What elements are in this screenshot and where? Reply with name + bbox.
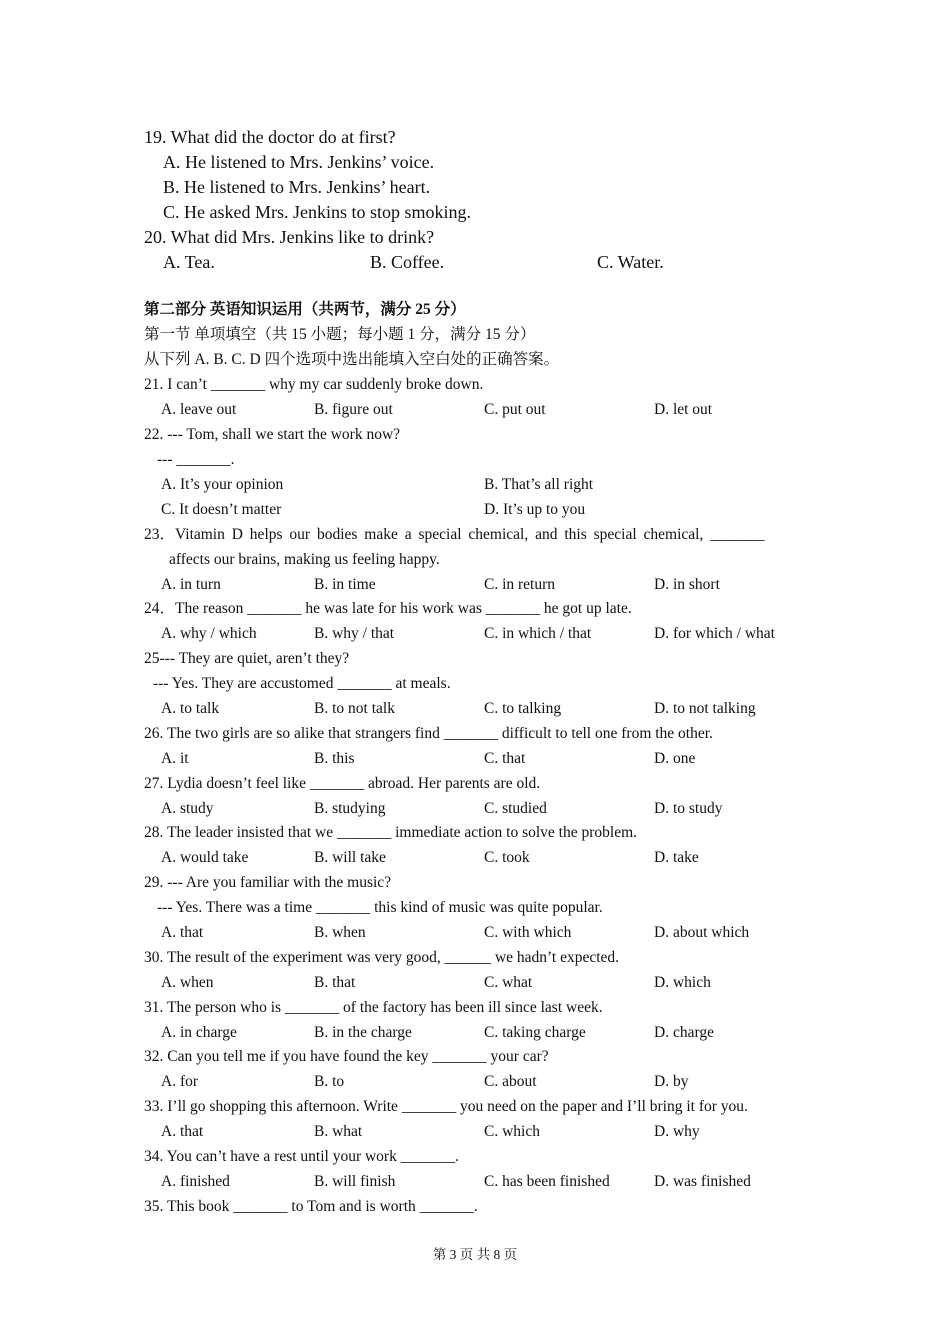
- question-stem: 22. --- Tom, shall we start the work now?: [144, 426, 401, 443]
- answer-option: A. in turn: [161, 576, 221, 593]
- answer-option: B. that: [314, 974, 356, 991]
- answer-option: D. It’s up to you: [484, 501, 586, 518]
- answer-option: D. about which: [654, 924, 750, 941]
- answer-option: C. put out: [484, 401, 546, 418]
- answer-option: C. with which: [484, 924, 572, 941]
- answer-option: A. to talk: [161, 700, 220, 717]
- answer-option: C. He asked Mrs. Jenkins to stop smoking.: [163, 202, 471, 222]
- answer-option: D. by: [654, 1073, 689, 1090]
- answer-option: C. that: [484, 750, 526, 767]
- answer-option: D. which: [654, 974, 711, 991]
- answer-option: B. figure out: [314, 401, 393, 418]
- answer-option: A. finished: [161, 1173, 230, 1190]
- answer-option: D. let out: [654, 401, 713, 418]
- question-stem: 35. This book _______ to Tom and is worth _______.: [144, 1198, 478, 1215]
- answer-option: B. studying: [314, 800, 386, 817]
- answer-option: B. why / that: [314, 625, 395, 642]
- answer-option: D. for which / what: [654, 625, 775, 642]
- answer-option: B. to not talk: [314, 700, 395, 717]
- answer-option: A. Tea.: [163, 252, 215, 272]
- answer-option: B. when: [314, 924, 366, 941]
- question-stem: 30. The result of the experiment was very good, ______ we hadn’t expected.: [144, 949, 620, 966]
- question-stem: 28. The leader insisted that we _______ immediate action to solve the problem.: [144, 824, 638, 841]
- question-stem: 20. What did Mrs. Jenkins like to drink?: [144, 227, 435, 247]
- answer-option: A. in charge: [161, 1024, 237, 1041]
- answer-option: C. in return: [484, 576, 556, 593]
- answer-option: C. in which / that: [484, 625, 592, 642]
- answer-option: A. leave out: [161, 401, 237, 418]
- question-stem: 23．Vitamin D helps our bodies make a special chemical, and this special chemical, _______: [144, 526, 765, 543]
- answer-option: D. to study: [654, 800, 723, 817]
- part-heading: 第二部分 英语知识运用（共两节，满分 25 分）: [144, 301, 466, 318]
- answer-option: D. one: [654, 750, 696, 767]
- answer-option: C. to talking: [484, 700, 562, 717]
- question-stem: 31. The person who is _______ of the factory has been ill since last week.: [144, 999, 603, 1016]
- answer-option: A. that: [161, 1123, 204, 1140]
- answer-option: D. in short: [654, 576, 720, 593]
- answer-option: D. take: [654, 849, 699, 866]
- question-stem: 32. Can you tell me if you have found the key _______ your car?: [144, 1048, 549, 1065]
- answer-option: A. when: [161, 974, 214, 991]
- answer-option: B. will take: [314, 849, 386, 866]
- question-stem-continued: --- Yes. They are accustomed _______ at meals.: [153, 675, 451, 692]
- answer-option: B. this: [314, 750, 355, 767]
- answer-option: B. what: [314, 1123, 363, 1140]
- question-stem: 29. --- Are you familiar with the music?: [144, 874, 392, 891]
- question-stem: 34. You can’t have a rest until your work _______.: [144, 1148, 459, 1165]
- answer-option: B. Coffee.: [370, 252, 445, 272]
- answer-option: D. was finished: [654, 1173, 751, 1190]
- page-number: 第 3 页 共 8 页: [432, 1247, 518, 1262]
- answer-option: D. why: [654, 1123, 700, 1140]
- answer-option: B. in time: [314, 576, 376, 593]
- question-stem: 21. I can’t _______ why my car suddenly broke down.: [144, 376, 484, 393]
- answer-option: C. taking charge: [484, 1024, 586, 1041]
- question-stem: 19. What did the doctor do at first?: [144, 127, 396, 147]
- question-stem-continued: --- Yes. There was a time _______ this kind of music was quite popular.: [157, 899, 603, 916]
- answer-option: B. He listened to Mrs. Jenkins’ heart.: [163, 177, 431, 197]
- answer-option: B. will finish: [314, 1173, 396, 1190]
- answer-option: A. why / which: [161, 625, 257, 642]
- question-stem: 25--- They are quiet, aren’t they?: [144, 650, 350, 667]
- answer-option: C. what: [484, 974, 533, 991]
- answer-option: C. about: [484, 1073, 537, 1090]
- answer-option: C. Water.: [597, 252, 664, 272]
- answer-option: A. He listened to Mrs. Jenkins’ voice.: [163, 152, 435, 172]
- answer-option: C. It doesn’t matter: [161, 501, 282, 518]
- answer-option: A. it: [161, 750, 189, 767]
- answer-option: B. That’s all right: [484, 476, 594, 493]
- answer-option: B. to: [314, 1073, 345, 1090]
- question-stem: 26. The two girls are so alike that strangers find _______ difficult to tell one from the other.: [144, 725, 713, 742]
- answer-option: A. study: [161, 800, 214, 817]
- question-stem-continued: --- _______.: [157, 451, 235, 468]
- answer-option: C. has been finished: [484, 1173, 610, 1190]
- answer-option: A. It’s your opinion: [161, 476, 284, 493]
- question-stem: 27. Lydia doesn’t feel like _______ abroad. Her parents are old.: [144, 775, 541, 792]
- answer-option: D. charge: [654, 1024, 714, 1041]
- question-stem: 33. I’ll go shopping this afternoon. Write _______ you need on the paper and I’ll bring it for you.: [144, 1098, 748, 1115]
- answer-option: C. studied: [484, 800, 547, 817]
- answer-option: A. would take: [161, 849, 249, 866]
- question-stem-continued: affects our brains, making us feeling happy.: [169, 551, 440, 568]
- section-heading: 第一节 单项填空（共 15 小题；每小题 1 分，满分 15 分）: [144, 326, 536, 343]
- answer-option: B. in the charge: [314, 1024, 412, 1041]
- answer-option: C. took: [484, 849, 530, 866]
- answer-option: D. to not talking: [654, 700, 756, 717]
- answer-option: C. which: [484, 1123, 540, 1140]
- instruction-text: 从下列 A. B. C. D 四个选项中选出能填入空白处的正确答案。: [144, 351, 560, 368]
- answer-option: A. for: [161, 1073, 199, 1090]
- question-stem: 24．The reason _______ he was late for his work was _______ he got up late.: [144, 600, 632, 617]
- answer-option: A. that: [161, 924, 204, 941]
